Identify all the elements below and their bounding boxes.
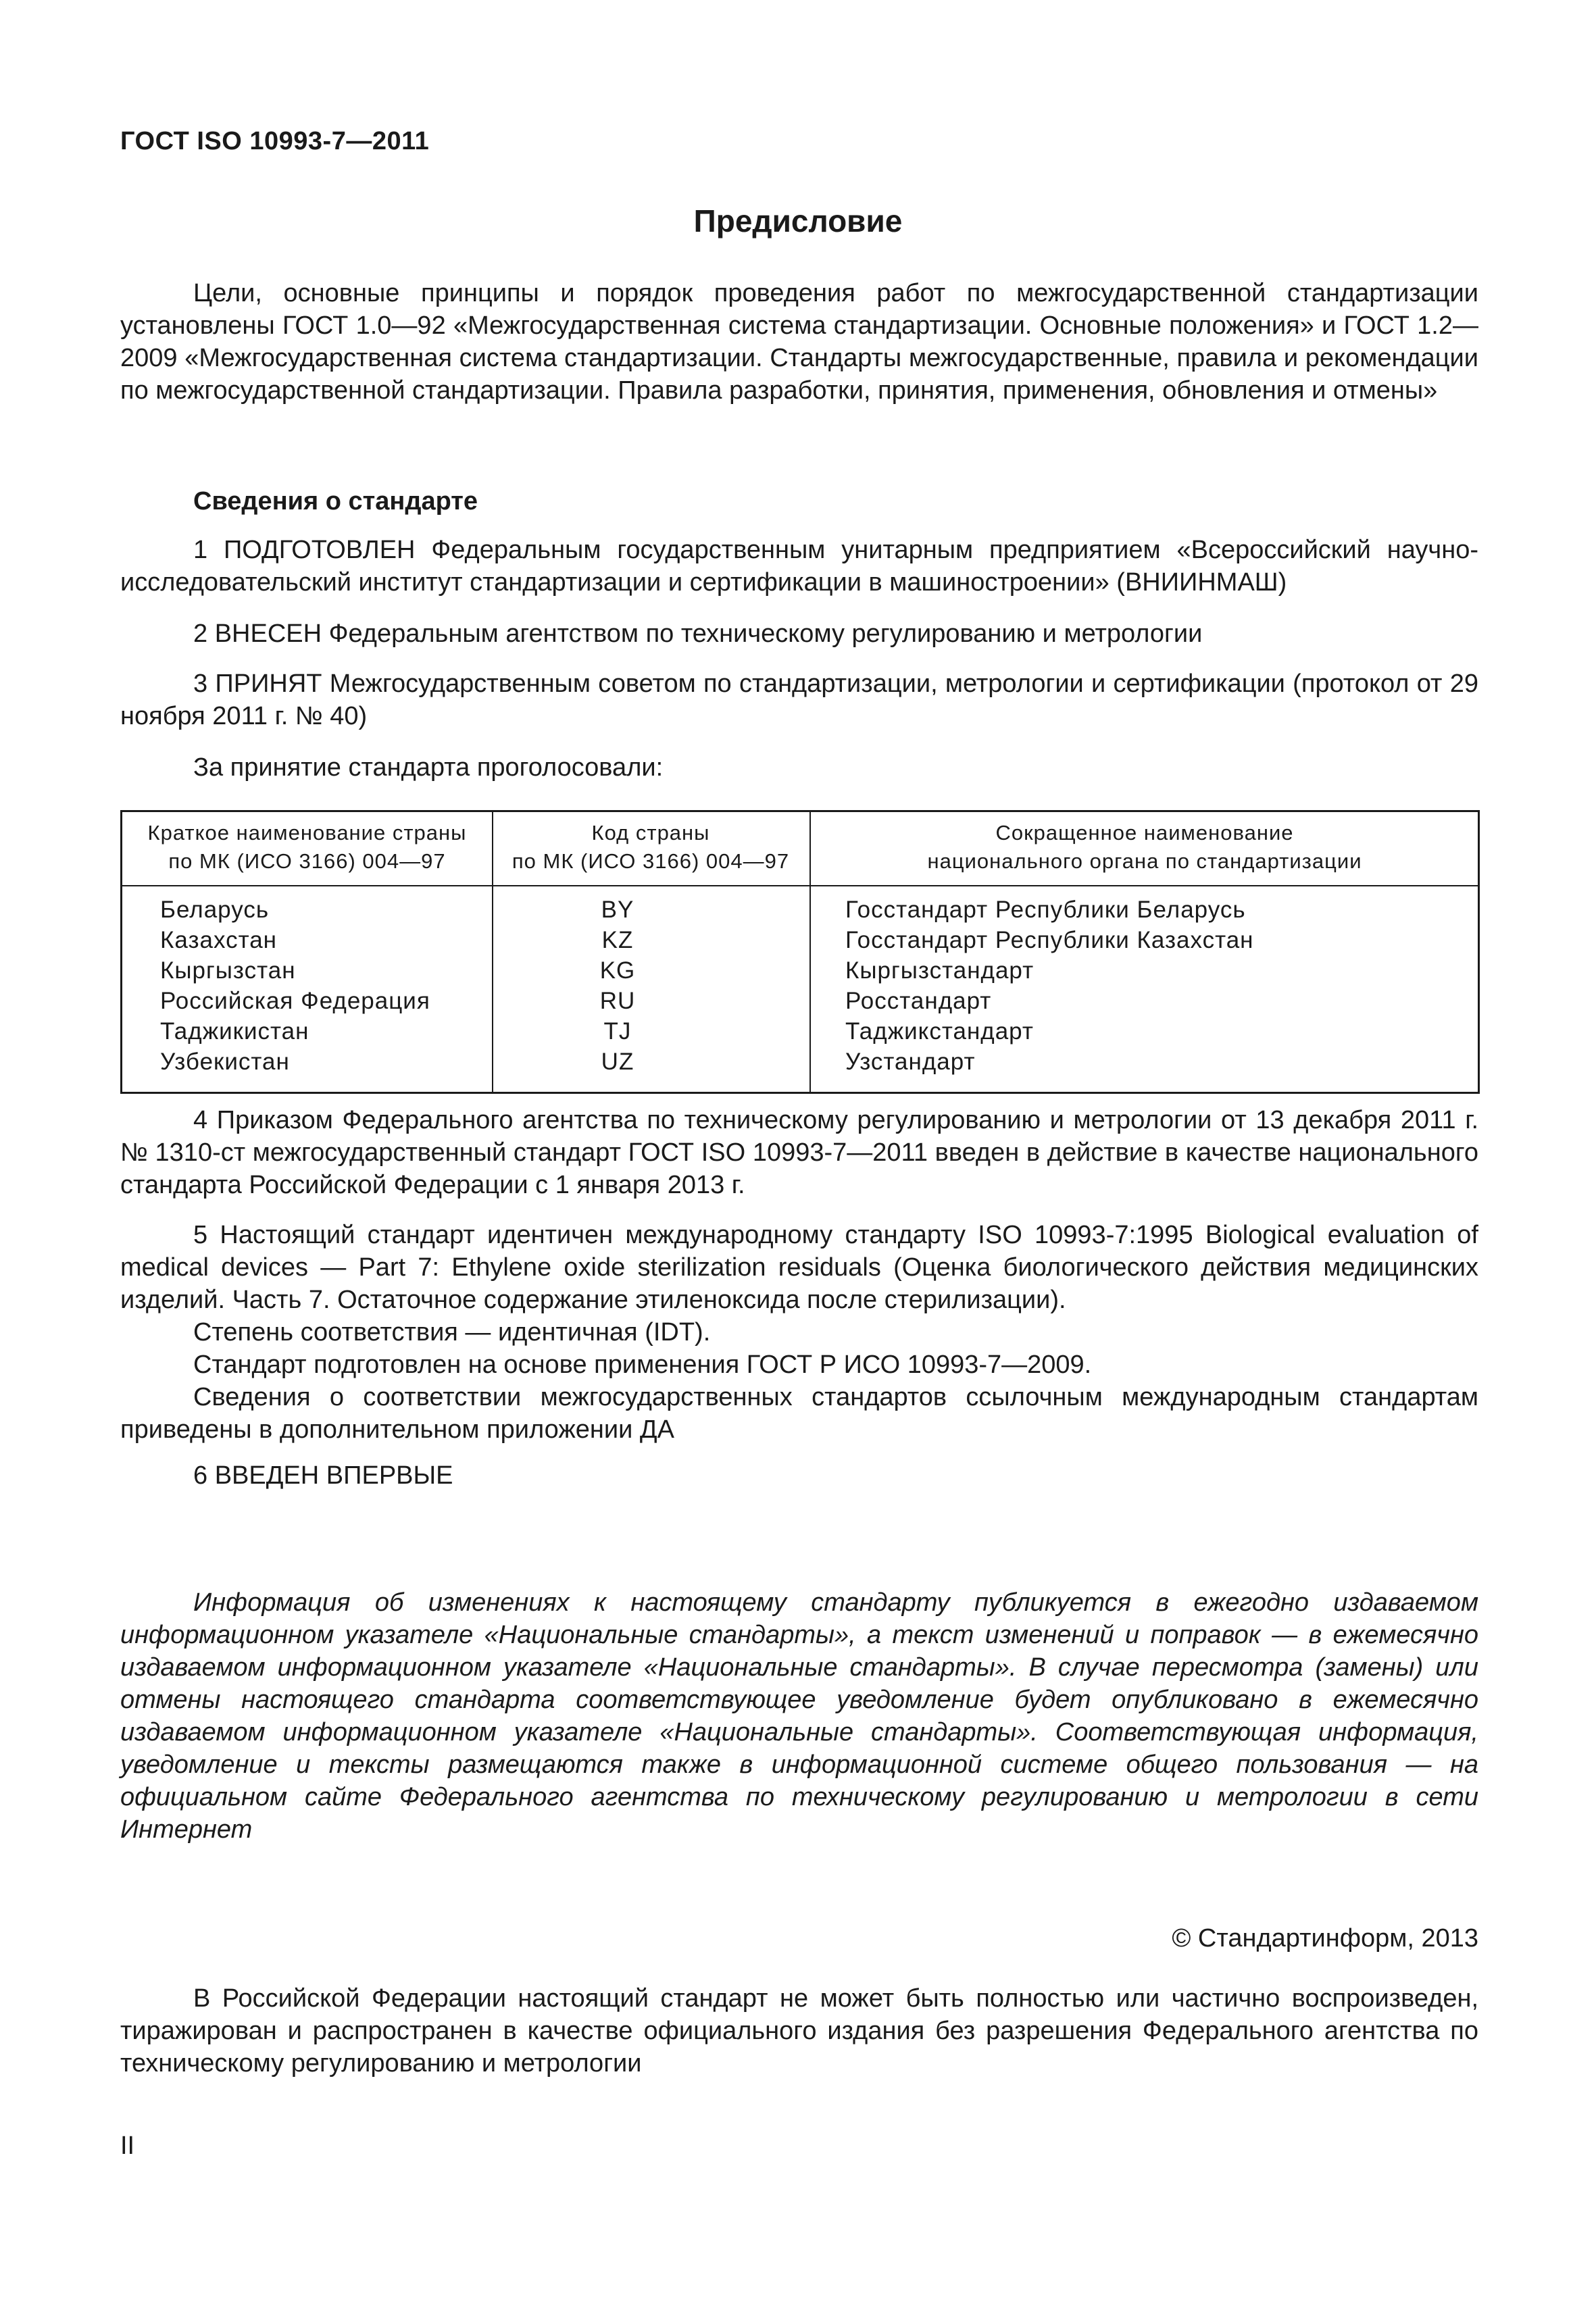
table-header-code [492, 819, 809, 876]
document-code: ГОСТ ISO 10993-7—2011 [120, 127, 430, 155]
intro-paragraph [120, 277, 1478, 407]
table-cell-agency: Таджикстандарт [845, 1018, 1034, 1045]
item-2: 2 ВНЕСЕН Федеральным агентством по техническому регулированию и метрологии [193, 620, 1203, 648]
rights-paragraph [120, 1982, 1478, 2080]
table-cell-agency: Узстандарт [845, 1049, 976, 1075]
intro-text: Цели, основные принципы и порядок проведения работ по межгосударственной стандартизации установлены ГОСТ 1.0—92 «Межгосударственная система стандартизации. Основные положения» и ГОСТ 1.2—2009 «Межгосударственная система стандартизации. Стандарты межгосударственные, правила и рекомендации по межгосударственной стандартизации. Правила разработки, принятия, применения, обновления и отмены» [120, 279, 1478, 405]
section-heading: Сведения о стандарте [193, 487, 478, 515]
item-5-degree: Степень соответствия — идентичная (IDT). [193, 1318, 711, 1347]
table-cell-code: KZ [601, 927, 634, 953]
table-cell-agency: Росстандарт [845, 988, 992, 1014]
voted-label: За принятие стандарта проголосовали: [193, 753, 664, 782]
item-5-info-text: Сведения о соответствии межгосударственных стандартов ссылочным международным стандартам приведены в дополнительном приложении ДА [120, 1383, 1478, 1444]
item-3 [120, 668, 1478, 732]
table-header-country [122, 819, 492, 876]
item-5-text: 5 Настоящий стандарт идентичен международному стандарту ISO 10993-7:1995 Biological evaluation of medical devices — Part 7: Ethylene oxide sterilization residuals (Оценка биологического действия медицинских изделий. Часть 7. Остаточное содержание этиленоксида после стерилизации). [120, 1221, 1478, 1314]
table-cell-code: RU [599, 988, 636, 1014]
page-number: II [120, 2132, 135, 2160]
table-cell-code: TJ [603, 1018, 632, 1045]
rights-text: В Российской Федерации настоящий стандарт не может быть полностью или частично воспроизведен, тиражирован и распространен в качестве официального издания без разрешения Федерального агентства по техническому регулированию и метрологии [120, 1984, 1478, 2078]
table-header-line: Сокращенное наименование [995, 821, 1294, 845]
copyright: © Стандартинформ, 2013 [1172, 1924, 1478, 1953]
table-cell-country: Таджикистан [160, 1018, 309, 1045]
item-4 [120, 1104, 1478, 1201]
notice-text: Информация об изменениях к настоящему стандарту публикуется в ежегодно издаваемом информационном указателе «Национальные стандарты», а текст изменений и поправок — в ежемесячно издаваемом информационном указателе «Национальные стандарты». В случае пересмотра (замены) или отмены настоящего стандарта соответствующее уведомление будет опубликовано в ежемесячно издаваемом информационном указателе «Национальные стандарты». Соответствующая информация, уведомление и тексты размещаются также в информационной системе общего пользования — на официальном сайте Федерального агентства по техническому регулированию и метрологии в сети Интернет [120, 1588, 1478, 1844]
table-cell-country: Беларусь [160, 897, 270, 923]
table-header-divider [122, 885, 1478, 886]
voting-table [120, 810, 1480, 1094]
item-4-text: 4 Приказом Федерального агентства по техническому регулированию и метрологии от 13 декабря 2011 г. № 1310-ст межгосударственный стандарт ГОСТ ISO 10993-7—2011 введен в действие в качестве национального стандарта Российской Федерации с 1 января 2013 г. [120, 1106, 1478, 1199]
table-cell-code: UZ [601, 1049, 634, 1075]
item-1-text: 1 ПОДГОТОВЛЕН Федеральным государственным унитарным предприятием «Всероссийский научно-исследовательский институт стандартизации и сертификации в машиностроении» (ВНИИНМАШ) [120, 536, 1478, 597]
table-header-line: Краткое наименование страны [147, 821, 467, 845]
item-5 [120, 1219, 1478, 1316]
table-cell-code: BY [601, 897, 634, 923]
item-3-text: 3 ПРИНЯТ Межгосударственным советом по стандартизации, метрологии и сертификации (протокол от 29 ноября 2011 г. № 40) [120, 670, 1478, 730]
item-6: 6 ВВЕДЕН ВПЕРВЫЕ [193, 1461, 453, 1490]
table-header-agency [809, 819, 1480, 876]
page-title: Предисловие [693, 203, 903, 238]
table-cell-country: Кыргызстан [160, 957, 296, 984]
table-cell-country: Узбекистан [160, 1049, 290, 1075]
item-1 [120, 534, 1478, 599]
table-header-line: национального органа по стандартизации [927, 849, 1362, 873]
table-cell-agency: Госстандарт Республики Казахстан [845, 927, 1254, 953]
table-cell-country: Казахстан [160, 927, 278, 953]
table-header-line: Код страны [591, 821, 710, 845]
table-header-line: по МК (ИСО 3166) 004—97 [168, 849, 446, 873]
table-cell-agency: Госстандарт Республики Беларусь [845, 897, 1246, 923]
table-cell-country: Российская Федерация [160, 988, 430, 1014]
item-5-basis: Стандарт подготовлен на основе применения ГОСТ Р ИСО 10993-7—2009. [193, 1351, 1092, 1379]
notice-paragraph [120, 1586, 1478, 1846]
table-cell-code: KG [599, 957, 636, 984]
item-5-info [120, 1381, 1478, 1446]
table-cell-agency: Кыргызстандарт [845, 957, 1034, 984]
table-header-line: по МК (ИСО 3166) 004—97 [512, 849, 790, 873]
